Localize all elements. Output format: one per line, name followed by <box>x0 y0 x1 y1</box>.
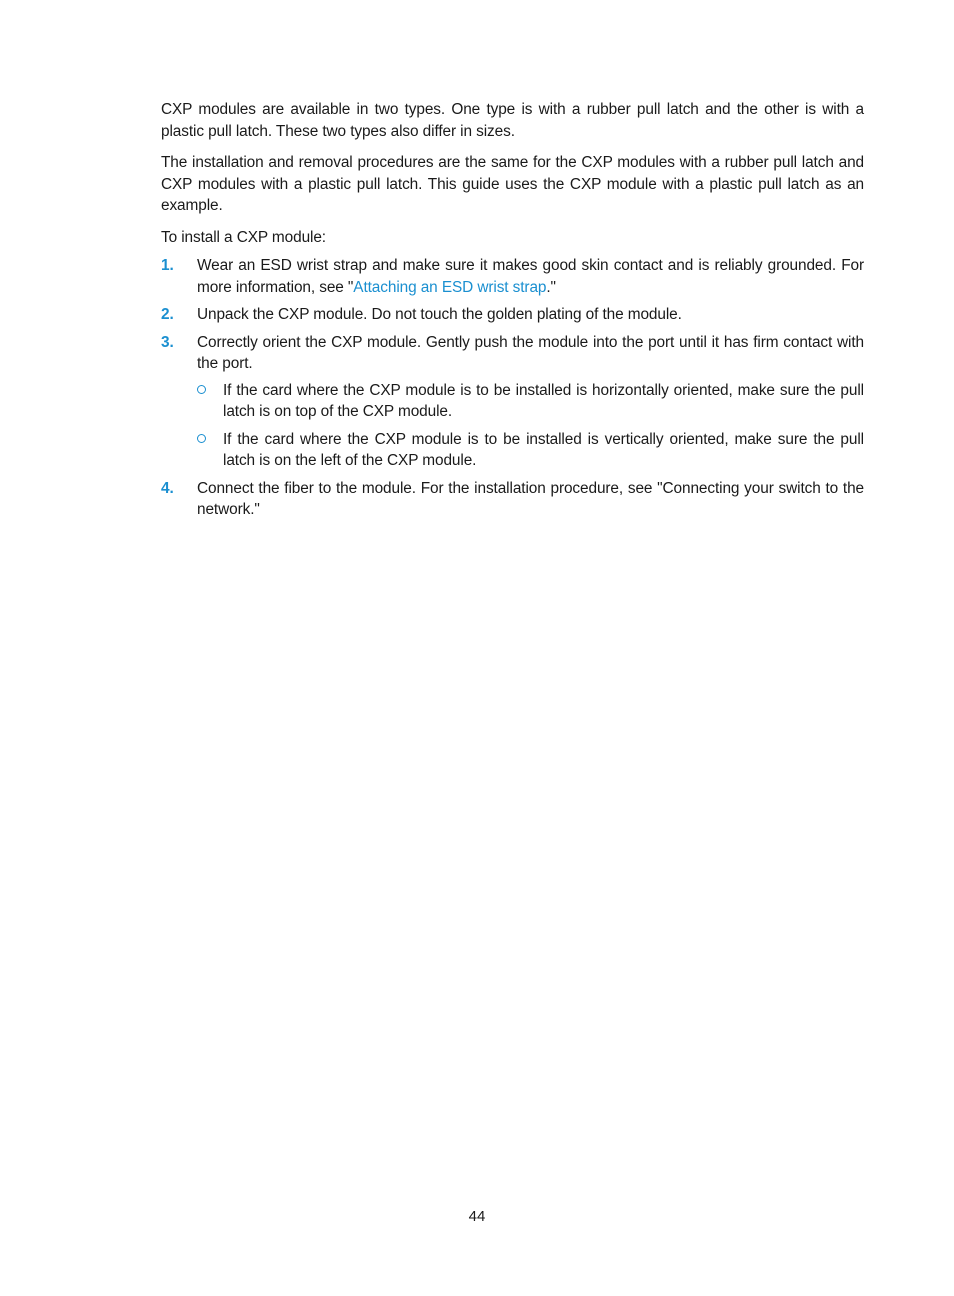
sub-item-text: If the card where the CXP module is to be installed is horizontally oriented, make sure the pull latch is on top of the CXP module. <box>223 381 864 420</box>
step-number: 3. <box>161 333 174 351</box>
install-steps-list <box>161 255 864 521</box>
paragraph-procedures: The installation and removal procedures are the same for the CXP modules with a rubber pull latch and CXP modules with a plastic pull latch. This guide uses the CXP module with a plastic pull latch as an example. <box>161 154 864 214</box>
step-text: Connect the fiber to the module. For the installation procedure, see "Connecting your switch to the network." <box>197 479 864 518</box>
step-1 <box>161 255 864 298</box>
document-body <box>161 99 864 527</box>
circle-bullet-icon <box>197 385 206 394</box>
step-4 <box>161 478 864 521</box>
esd-wrist-strap-link[interactable]: Attaching an ESD wrist strap <box>353 278 547 296</box>
circle-bullet-icon <box>197 434 206 443</box>
step-text-end: ." <box>546 278 556 296</box>
page-number: 44 <box>468 1208 486 1225</box>
step-number: 2. <box>161 306 174 323</box>
install-intro: To install a CXP module: <box>161 228 326 246</box>
step-2 <box>161 304 864 326</box>
step-number: 4. <box>161 479 174 497</box>
orientation-sub-list <box>197 380 864 472</box>
step-3 <box>161 332 864 472</box>
step-number: 1. <box>161 257 174 274</box>
sub-item-vertical <box>197 429 864 472</box>
sub-item-text: If the card where the CXP module is to be installed is vertically oriented, make sure the pull latch is on the left of the CXP module. <box>223 430 864 469</box>
step-text: Correctly orient the CXP module. Gently push the module into the port until it has firm contact with the port. <box>197 333 864 372</box>
paragraph-cxp-types: CXP modules are available in two types. One type is with a rubber pull latch and the other is with a plastic pull latch. These two types also differ in sizes. <box>161 101 864 140</box>
sub-item-horizontal <box>197 380 864 423</box>
step-text: Wear an ESD wrist strap and make sure it makes good skin contact and is reliably grounded. For more information, see " <box>197 257 864 296</box>
step-text: Unpack the CXP module. Do not touch the golden plating of the module. <box>197 306 682 323</box>
